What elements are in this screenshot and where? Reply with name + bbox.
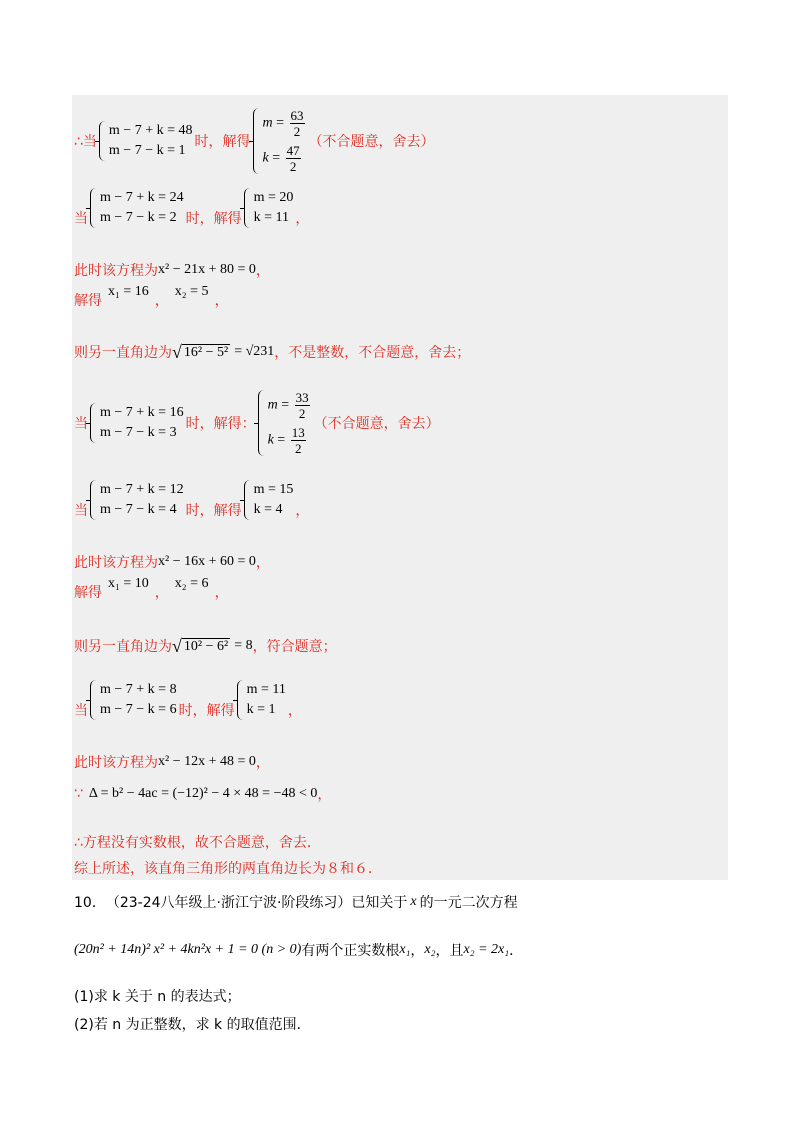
no-real-root-line: ∴方程没有实数根，故不合题意，舍去． [74, 835, 321, 851]
delta-line: ∵ Δ = b² − 4ac = (−12)² − 4 × 48 = −48 < 0 ， [74, 786, 332, 803]
when: 当 [74, 211, 88, 227]
question-number: 10． [74, 895, 106, 911]
case-24-row: 当 m − 7 + k = 24 m − 7 − k = 2 时，解得 m = 20 k = 11 ， [74, 190, 310, 227]
eq-1: m − 7 − k = 1 [108, 143, 186, 158]
equation-line-2: 此时该方程为 x² − 16x + 60 = 0 ， [74, 554, 270, 571]
roots-line-1: 解得 x₁ = 16 ， x₂ = 5 ， [74, 284, 229, 309]
other-leg-line-2: 则另一直角边为 √ 10² − 6² = 8 ，符合题意； [74, 636, 337, 656]
equation-line-3: 此时该方程为 x² − 12x + 48 = 0 ， [74, 754, 270, 771]
question-part-2: (2)若 n 为正整数，求 k 的取值范围． [74, 1017, 311, 1033]
eq-48: m − 7 + k = 48 [108, 123, 193, 138]
case-8-row: 当 m − 7 + k = 8 m − 7 − k = 6 时，解得 m = 11 k = 1 ， [74, 682, 302, 719]
question-10-header: 10． （23-24八年级上·浙江宁波·阶段练习）已知关于 x 的一元二次方程 [74, 894, 518, 911]
shi-jiede: 时，解得 [194, 134, 251, 150]
reject-note: （不合题意，舍去） [308, 134, 435, 150]
roots-line-2: 解得 x₁ = 10 ， x₂ = 6 ， [74, 576, 229, 601]
question-part-1: (1)求 k 关于 n 的表达式； [74, 989, 241, 1005]
therefore-when: ∴当 [74, 134, 97, 150]
case-48-row [74, 108, 435, 174]
system-48 [99, 121, 193, 161]
case-16-row: 当 m − 7 + k = 16 m − 7 − k = 3 时，解得： m = $\frac{33}{2}$ k = $\frac{13}{2}$ （不合题意，舍去） [74, 390, 440, 456]
equation-line-1: 此时该方程为 x² − 21x + 80 = 0 ， [74, 262, 270, 279]
result-system-1: m = $\frac{63}{2}$ k = $\frac{47}{2}$ [253, 108, 307, 174]
conclusion-line: 综上所述，该直角三角形的两直角边长为８和６． [74, 861, 382, 877]
case-12-row: 当 m − 7 + k = 12 m − 7 − k = 4 时，解得 m = 15 k = 4 ， [74, 482, 310, 519]
other-leg-line-1: 则另一直角边为 √ 16² − 5² = √231 ，不是整数，不合题意，舍去； [74, 342, 471, 362]
question-10-equation: (20n² + 14n)² x² + 4kn²x + 1 = 0 (n > 0) 有两个正实数根 x₁ ， x₂ ，且 x₂ = 2x₁ ． [74, 942, 524, 959]
